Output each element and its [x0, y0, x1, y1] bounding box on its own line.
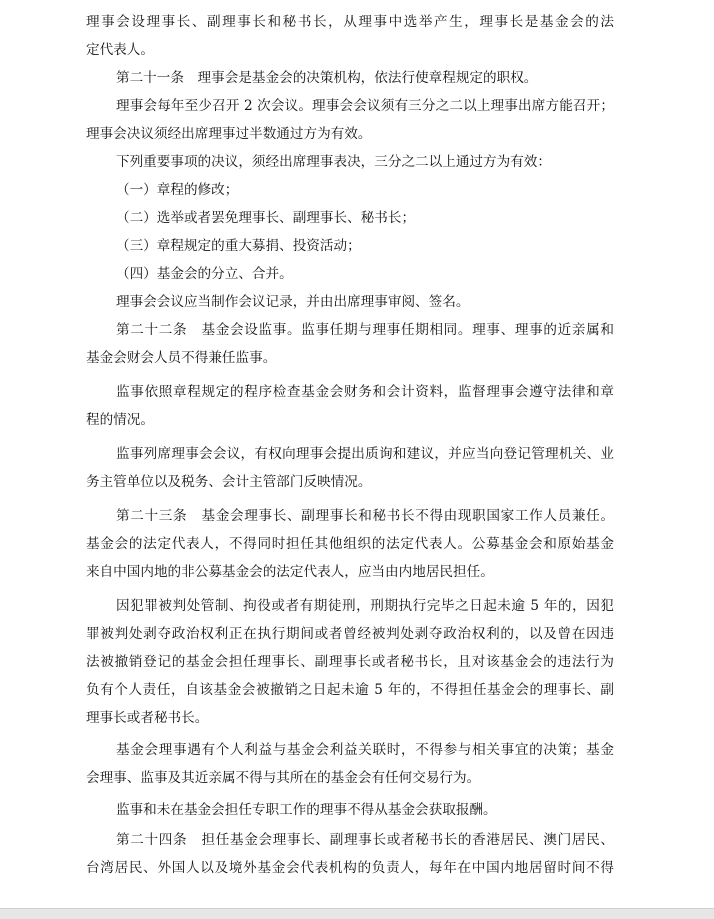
article-21-heading-line: 第二十一条 理事会是基金会的决策机构，依法行使章程规定的职权。	[116, 70, 538, 86]
text-line: 下列重要事项的决议，须经出席理事表决，三分之二以上通过方为有效：	[116, 154, 551, 170]
article-23-heading-line: 第二十三条 基金会理事长、副理事长和秘书长不得由现职国家工作人员兼任。	[116, 508, 614, 524]
text-line: 理事会设理事长、副理事长和秘书长，从理事中选举产生，理事长是基金会的法	[86, 14, 614, 30]
text-line: 负有个人责任，自该基金会被撤销之日起未逾 5 年的，不得担任基金会的理事长、副	[86, 682, 614, 698]
text-line: 因犯罪被判处管制、拘役或者有期徒刑，刑期执行完毕之日起未逾 5 年的，因犯	[116, 598, 614, 614]
text-line: 会理事、监事及其近亲属不得与其所在的基金会有任何交易行为。	[86, 770, 481, 786]
text-line: 监事列席理事会会议，有权向理事会提出质询和建议，并应当向登记管理机关、业	[116, 446, 614, 462]
text-line: 理事长或者秘书长。	[86, 710, 209, 726]
list-item: （二）选举或者罢免理事长、副理事长、秘书长；	[116, 210, 416, 226]
article-24-heading-line: 第二十四条 担任基金会理事长、副理事长或者秘书长的香港居民、澳门居民、	[116, 832, 614, 848]
list-item: （三）章程规定的重大募捐、投资活动；	[116, 238, 361, 254]
text-line: 基金会的法定代表人，不得同时担任其他组织的法定代表人。公募基金会和原始基金	[86, 536, 614, 552]
list-item: （四）基金会的分立、合并。	[116, 266, 293, 282]
text-line: 基金会财会人员不得兼任监事。	[86, 350, 277, 366]
text-line: 理事会会议应当制作会议记录，并由出席理事审阅、签名。	[116, 294, 470, 310]
text-line: 理事会每年至少召开 2 次会议。理事会会议须有三分之二以上理事出席方能召开；	[116, 98, 614, 114]
text-line: 罪被判处剥夺政治权利正在执行期间或者曾经被判处剥夺政治权利的，以及曾在因违	[86, 626, 614, 642]
text-line: 基金会理事遇有个人利益与基金会利益关联时，不得参与相关事宜的决策；基金	[116, 742, 614, 758]
text-line: 来自中国内地的非公募基金会的法定代表人，应当由内地居民担任。	[86, 564, 494, 580]
text-line: 程的情况。	[86, 412, 154, 428]
text-line: 定代表人。	[86, 42, 154, 58]
page-bottom-edge	[0, 908, 714, 919]
text-line: 监事依照章程规定的程序检查基金会财务和会计资料，监督理事会遵守法律和章	[116, 384, 614, 400]
text-line: 理事会决议须经出席理事过半数通过方为有效。	[86, 126, 372, 142]
text-line: 法被撤销登记的基金会担任理事长、副理事长或者秘书长，且对该基金会的违法行为	[86, 654, 614, 670]
text-line: 务主管单位以及税务、会计主管部门反映情况。	[86, 474, 372, 490]
list-item: （一）章程的修改；	[116, 182, 239, 198]
text-line: 台湾居民、外国人以及境外基金会代表机构的负责人，每年在中国内地居留时间不得	[86, 860, 614, 876]
text-line: 监事和未在基金会担任专职工作的理事不得从基金会获取报酬。	[116, 802, 497, 818]
article-22-heading-line: 第二十二条 基金会设监事。监事任期与理事任期相同。理事、理事的近亲属和	[116, 322, 614, 338]
